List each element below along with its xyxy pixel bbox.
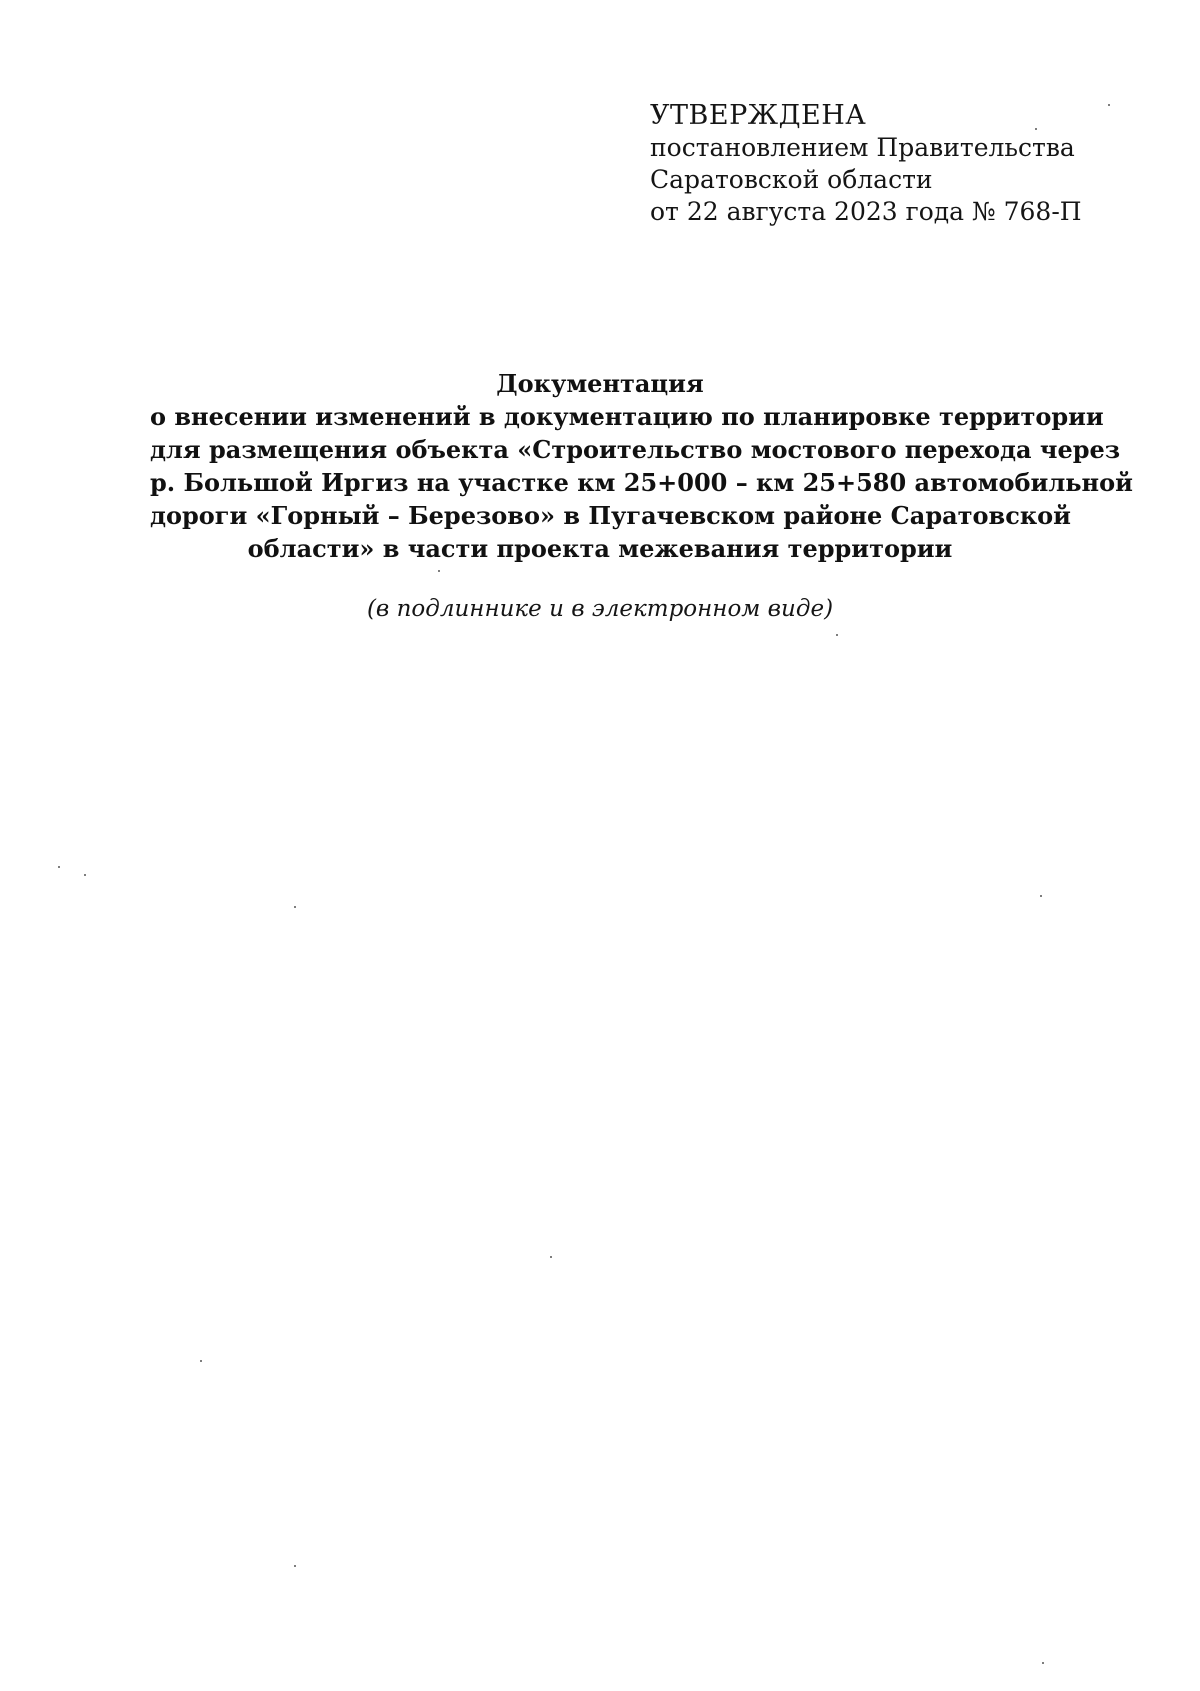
approval-title: УТВЕРЖДЕНА (650, 100, 867, 131)
document-title-line: для размещения объекта «Строительство мостового перехода через (150, 435, 1121, 464)
approval-line-2: Саратовской области (650, 165, 933, 194)
scan-speck (1042, 1662, 1044, 1664)
approval-line-3: от 22 августа 2023 года № 768-П (650, 197, 1082, 226)
document-note: (в подлиннике и в электронном виде) (366, 596, 834, 622)
approval-stamp-block (650, 100, 1090, 228)
document-title (150, 367, 1133, 565)
scan-speck (1040, 895, 1042, 897)
approval-line-1: постановлением Правительства (650, 133, 1075, 162)
document-title-line: о внесении изменений в документацию по планировке территории (150, 402, 1104, 431)
document-title-line: Документация (496, 369, 704, 398)
document-title-line: р. Большой Иргиз на участке км 25+000 – км 25+580 автомобильной (150, 468, 1133, 497)
scan-speck (294, 906, 296, 908)
scan-speck (84, 874, 86, 876)
scan-speck (294, 1565, 296, 1567)
document-title-line: дороги «Горный – Березово» в Пугачевском районе Саратовской (150, 501, 1071, 530)
scan-speck (836, 634, 838, 636)
scan-speck (200, 1360, 202, 1362)
scan-speck (58, 866, 60, 868)
scan-speck (550, 1256, 552, 1258)
scan-speck (1108, 104, 1110, 106)
document-title-line: области» в части проекта межевания территории (247, 534, 953, 563)
scan-speck (1035, 128, 1037, 130)
scan-speck (438, 570, 440, 572)
